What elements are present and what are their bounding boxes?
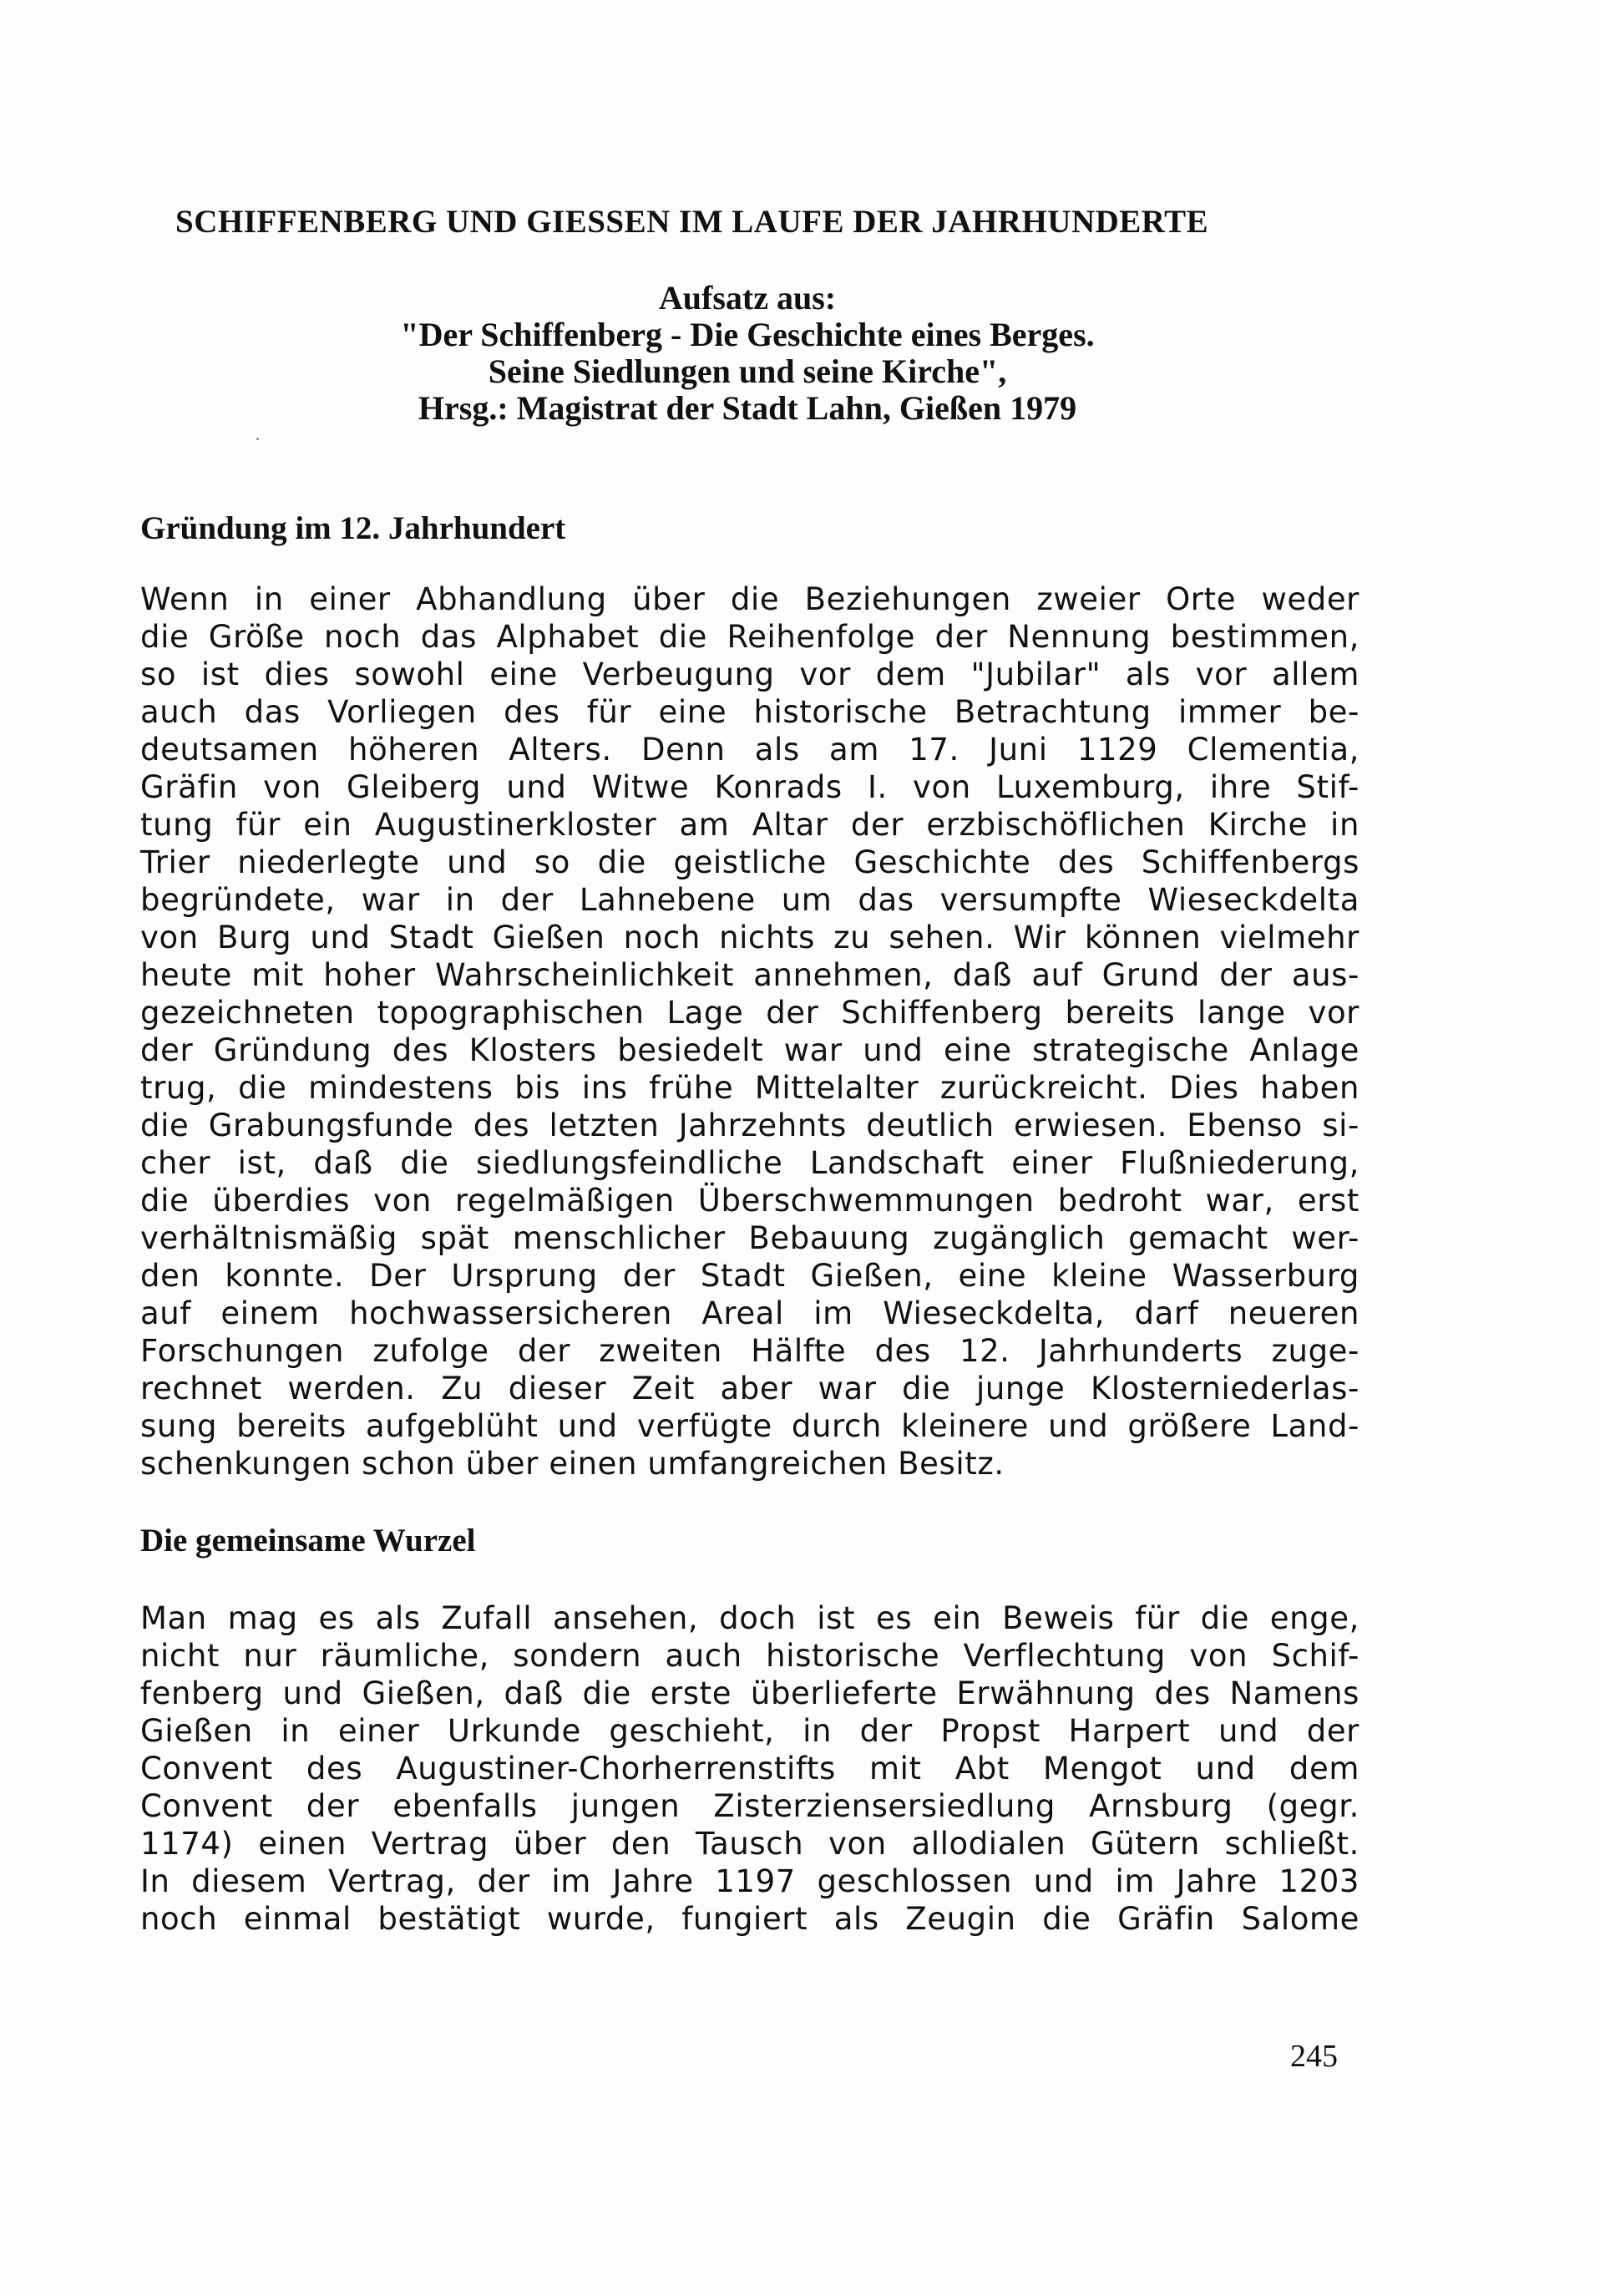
text-line: Gräfin von Gleiberg und Witwe Konrads I. von Luxemburg, ihre Stif- [140,769,1359,805]
text-line: In diesem Vertrag, der im Jahre 1197 geschlossen und im Jahre 1203 [140,1863,1359,1899]
text-line: nicht nur räumliche, sondern auch historische Verflechtung von Schif- [140,1638,1359,1674]
text-line: Convent der ebenfalls jungen Zisterziensersiedlung Arnsburg (gegr. [140,1788,1359,1824]
text-line: den konnte. Der Ursprung der Stadt Gießen, eine kleine Wasserburg [140,1258,1359,1294]
text-line: schenkungen schon über einen umfangreichen Besitz. [140,1446,1005,1482]
source-line: Hrsg.: Magistrat der Stadt Lahn, Gießen 1979 [418,389,1077,427]
text-line: auf einem hochwassersicheren Areal im Wieseckdelta, darf neueren [140,1295,1359,1331]
text-line: die überdies von regelmäßigen Überschwemmungen bedroht war, erst [140,1183,1359,1219]
text-line: rechnet werden. Zu dieser Zeit aber war die junge Klosterniederlas- [140,1371,1359,1406]
page-number: 245 [1290,2039,1338,2074]
text-line: Gießen in einer Urkunde geschieht, in der Propst Harpert und der [140,1713,1359,1749]
text-line: Forschungen zufolge der zweiten Hälfte des 12. Jahrhunderts zuge- [140,1333,1359,1369]
section-heading: Gründung im 12. Jahrhundert [140,510,566,546]
section-paragraph [140,1599,1359,1938]
text-line: begründete, war in der Lahnebene um das versumpfte Wieseckdelta [140,882,1359,918]
text-line: fenberg und Gießen, daß die erste überlieferte Erwähnung des Namens [140,1675,1359,1711]
text-line: Trier niederlegte und so die geistliche Geschichte des Schiffenbergs [140,844,1359,880]
text-line: Convent des Augustiner-Chorherrenstifts mit Abt Mengot und dem [140,1751,1359,1787]
text-line: Wenn in einer Abhandlung über die Beziehungen zweier Orte weder [140,581,1359,617]
source-citation [276,280,1219,427]
text-line: heute mit hoher Wahrscheinlichkeit annehmen, daß auf Grund der aus- [140,957,1359,993]
text-line: 1174) einen Vertrag über den Tausch von allodialen Gütern schließt. [140,1826,1359,1862]
text-line: gezeichneten topographischen Lage der Schiffenberg bereits lange vor [140,995,1359,1031]
scan-speck [256,438,259,440]
text-line: trug, die mindestens bis ins frühe Mittelalter zurückreicht. Dies haben [140,1070,1359,1106]
source-line: "Der Schiffenberg - Die Geschichte eines Berges. [400,316,1095,353]
source-line: Seine Siedlungen und seine Kirche", [488,352,1007,390]
text-line: tung für ein Augustinerkloster am Altar der erzbischöflichen Kirche in [140,807,1359,843]
text-line: die Grabungsfunde des letzten Jahrzehnts deutlich erwiesen. Ebenso si- [140,1107,1359,1143]
text-line: Man mag es als Zufall ansehen, doch ist es ein Beweis für die enge, [140,1600,1359,1636]
section-paragraph [140,580,1359,1483]
text-line: so ist dies sowohl eine Verbeugung vor dem "Jubilar" als vor allem [140,656,1359,692]
text-line: sung bereits aufgeblüht und verfügte durch kleinere und größere Land- [140,1408,1359,1444]
text-line: von Burg und Stadt Gießen noch nichts zu sehen. Wir können vielmehr [140,920,1359,955]
section-heading: Die gemeinsame Wurzel [140,1523,476,1559]
text-line: noch einmal bestätigt wurde, fungiert als Zeugin die Gräfin Salome [140,1901,1359,1937]
document-title: SCHIFFENBERG UND GIESSEN IM LAUFE DER JAHRHUNDERTE [175,204,1209,240]
text-line: auch das Vorliegen des für eine historische Betrachtung immer be- [140,694,1359,730]
text-line: cher ist, daß die siedlungsfeindliche Landschaft einer Flußniederung, [140,1145,1359,1181]
source-line: Aufsatz aus: [658,279,837,317]
text-line: der Gründung des Klosters besiedelt war und eine strategische Anlage [140,1032,1359,1068]
text-line: die Größe noch das Alphabet die Reihenfolge der Nennung bestimmen, [140,619,1359,655]
text-line: verhältnismäßig spät menschlicher Bebauung zugänglich gemacht wer- [140,1220,1359,1256]
text-line: deutsamen höheren Alters. Denn als am 17. Juni 1129 Clementia, [140,732,1359,768]
